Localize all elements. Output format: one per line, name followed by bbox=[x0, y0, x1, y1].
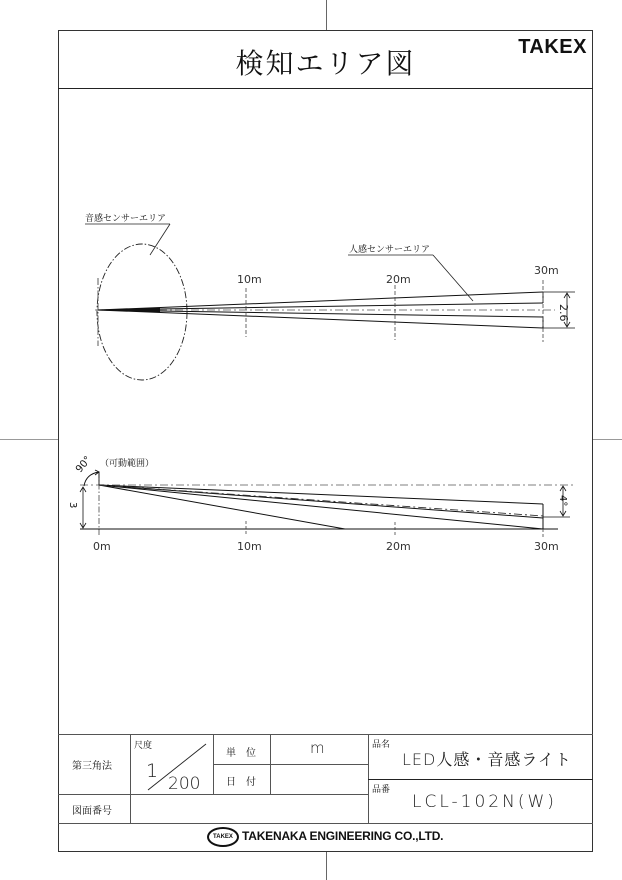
scale-numerator: 1 bbox=[146, 760, 159, 782]
label-10m-plan: 10m bbox=[237, 273, 262, 286]
company-name: TAKENAKA ENGINEERING CO.,LTD. bbox=[242, 829, 444, 843]
human-area-label: 人感センサーエリア bbox=[349, 245, 431, 255]
product-name-label: 品名 bbox=[372, 740, 391, 750]
sound-area-label: 音感センサーエリア bbox=[85, 214, 167, 224]
label-20m-plan: 20m bbox=[386, 273, 411, 286]
date-label: 日 付 bbox=[226, 777, 256, 788]
beam-angle-label: 4° bbox=[557, 495, 568, 507]
company-logo bbox=[207, 827, 239, 847]
product-no: LCL-102N(W) bbox=[412, 792, 557, 812]
product-name: LED人感・音感ライト bbox=[402, 750, 572, 769]
page-title: 検知エリア図 bbox=[235, 47, 416, 80]
unit-value: m bbox=[310, 739, 325, 757]
side-beam-centerline bbox=[99, 485, 543, 516]
drawing-no-label: 図面番号 bbox=[72, 806, 112, 817]
label-30m-plan: 30m bbox=[534, 264, 559, 277]
movable-range-label: （可動範囲） bbox=[100, 459, 155, 469]
company-logo-text: TAKEX bbox=[213, 834, 233, 840]
tilt-arc bbox=[84, 470, 99, 486]
scale-denominator: 200 bbox=[168, 774, 201, 794]
mount-height-label: 3 bbox=[67, 502, 78, 509]
projection-label: 第三角法 bbox=[72, 761, 112, 772]
scale-label: 尺度 bbox=[134, 741, 153, 751]
label-0m: 0m bbox=[93, 540, 111, 553]
label-20m-side: 20m bbox=[386, 540, 411, 553]
brand-logo: TAKEX bbox=[518, 36, 587, 58]
height-dimension bbox=[80, 487, 86, 528]
unit-label: 単 位 bbox=[226, 748, 256, 759]
product-no-label: 品番 bbox=[372, 785, 391, 795]
label-10m-side: 10m bbox=[237, 540, 262, 553]
side-beams bbox=[99, 485, 543, 529]
width-dimension-label: 2.6 bbox=[557, 304, 570, 322]
tilt-angle-label: 90° bbox=[74, 454, 94, 476]
bottom-fold-marker bbox=[326, 852, 327, 880]
label-30m-side: 30m bbox=[534, 540, 559, 553]
